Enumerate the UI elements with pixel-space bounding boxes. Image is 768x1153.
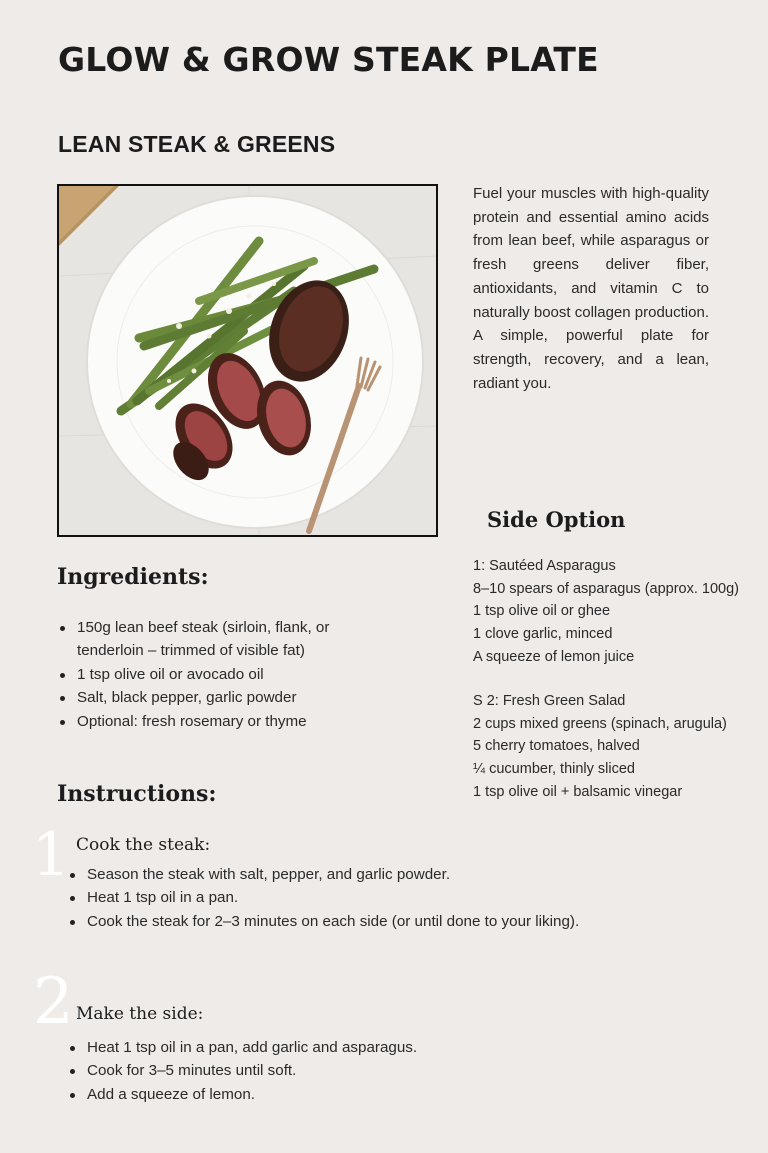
step-1-title: Cook the steak:	[76, 835, 211, 855]
side-option-2	[473, 690, 727, 804]
ingredients-heading: Ingredients:	[57, 564, 209, 590]
side-option-2-title: S 2: Fresh Green Salad	[473, 693, 626, 709]
step-1-number: 1	[32, 820, 71, 890]
step-2-list	[68, 1036, 688, 1106]
side-option-heading: Side Option	[487, 507, 626, 532]
instructions-heading: Instructions:	[57, 781, 217, 807]
step-2-item: Cook for 3–5 minutes until soft.	[68, 1059, 688, 1082]
step-2-item: Add a squeeze of lemon.	[68, 1083, 688, 1106]
ingredient-item: Optional: fresh rosemary or thyme	[58, 710, 358, 733]
ingredient-item: 1 tsp olive oil or avocado oil	[58, 663, 358, 686]
side-option-1-item: 1 tsp olive oil or ghee	[473, 603, 611, 620]
step-2-title: Make the side:	[76, 1004, 204, 1024]
ingredients-list	[58, 616, 358, 733]
intro-paragraph: Fuel your muscles with high-quality protein and essential amino acids from lean beef, while asparagus or fresh greens deliver fiber, antioxidants, and vitamin C to naturally boost collagen production. A simple, powerful plate for strength, recovery, and a lean, radiant you.	[473, 185, 709, 392]
step-1-item: Heat 1 tsp oil in a pan.	[68, 886, 688, 909]
step-1-list	[68, 863, 688, 933]
side-option-2-item: ¼ cucumber, thinly sliced	[473, 761, 635, 778]
step-2-item: Heat 1 tsp oil in a pan, add garlic and asparagus.	[68, 1036, 688, 1059]
side-option-1-item: 8–10 spears of asparagus (approx. 100g)	[473, 580, 740, 597]
side-option-2-item: 5 cherry tomatoes, halved	[473, 738, 640, 755]
side-option-1-title: 1: Sautéed Asparagus	[473, 558, 616, 574]
side-option-1-item: A squeeze of lemon juice	[473, 648, 635, 665]
side-option-1	[473, 555, 739, 669]
side-option-2-item: 2 cups mixed greens (spinach, arugula)	[473, 715, 727, 732]
page-subtitle: LEAN STEAK & GREENS	[58, 131, 336, 157]
steak-plate-photo	[57, 184, 438, 537]
step-1-item: Season the steak with salt, pepper, and garlic powder.	[68, 863, 688, 886]
step-2-number: 2	[33, 965, 74, 1039]
page-title: GLOW & GROW STEAK PLATE	[58, 40, 599, 79]
ingredient-item: 150g lean beef steak (sirloin, flank, or tenderloin – trimmed of visible fat)	[58, 616, 358, 663]
step-1-item: Cook the steak for 2–3 minutes on each side (or until done to your liking).	[68, 910, 688, 933]
ingredient-item: Salt, black pepper, garlic powder	[58, 686, 358, 709]
side-option-1-item: 1 clove garlic, minced	[473, 626, 613, 643]
side-option-2-item: 1 tsp olive oil + balsamic vinegar	[473, 783, 683, 800]
